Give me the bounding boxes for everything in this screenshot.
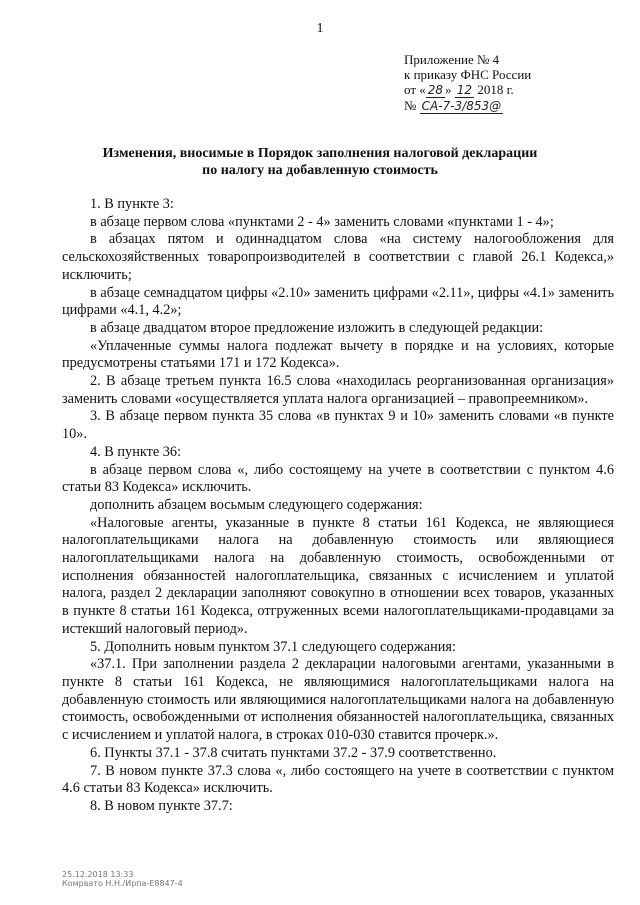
- paragraph: в абзаце двадцатом второе предложение изложить в следующей редакции:: [90, 319, 544, 336]
- date-month: 12: [456, 83, 473, 97]
- footer-timestamp: 25.12.2018 13:33: [62, 870, 134, 879]
- footer-stamp: [62, 870, 183, 888]
- paragraph: 1. В пункте 3:: [90, 196, 174, 212]
- paragraph: 6. Пункты 37.1 - 37.8 считать пунктами 37.2 - 37.9 соответственно.: [90, 744, 497, 761]
- paragraph: 3. В абзаце первом пункта 35 слова «в пунктах 9 и 10» заменить словами «в пункте 10».: [62, 408, 614, 443]
- paragraph: в абзаце семнадцатом цифры «2.10» заменить цифрами «2.11», цифры «4.1» заменить цифрами «4.1, 4.2»;: [62, 284, 614, 319]
- paragraph: «37.1. При заполнении раздела 2 декларации налоговыми агентами, указанными в пункте 8 статьи 161 Кодекса, не являющимися налогоплательщиками налога на добавленную стоимость или являющимися налогоплательщиками налога на добавленную стоимость, освобожденными от исполнения обязанностей налогоплательщика, связанных с исчислением и уплатой налога, в строках 010-030 ставится прочерк.».: [62, 656, 614, 744]
- document-title: [60, 145, 580, 179]
- paragraph: «Уплаченные суммы налога подлежат вычету в порядке и на условиях, которые предусмотрены статьями 171 и 172 Кодекса».: [62, 337, 614, 372]
- paragraph: 7. В новом пункте 37.3 слова «, либо состоящего на учете в соответствии с пунктом 4.6 статьи 83 Кодекса» исключить.: [62, 762, 614, 797]
- appendix-title: Приложение № 4: [404, 52, 500, 67]
- number-prefix: №: [404, 98, 417, 113]
- appendix-number: [404, 98, 531, 114]
- paragraph: дополнить абзацем восьмым следующего содержания:: [90, 496, 423, 513]
- date-prefix: от «: [404, 82, 426, 97]
- date-year: 2018 г.: [477, 82, 514, 97]
- paragraph: 5. Дополнить новым пунктом 37.1 следующего содержания:: [90, 638, 456, 655]
- paragraph: в абзаце первом слова «, либо состоящему на учете в соответствии с пунктом 4.6 статьи 83 Кодекса» исключить.: [62, 461, 614, 496]
- footer-author: Комрвато Н.Н./Ирпа-Е8847-4: [62, 879, 183, 888]
- appendix-date: [404, 82, 531, 98]
- paragraph: 2. В абзаце третьем пункта 16.5 слова «находилась реорганизованная организация» заменить словами «осуществляется уплата налога организацией – правопреемником».: [62, 373, 614, 407]
- paragraph: в абзаце первом слова «пунктами 2 - 4» заменить словами «пунктами 1 - 4»;: [90, 213, 554, 230]
- title-line-1: Изменения, вносимые в Порядок заполнения налоговой декларации: [102, 146, 538, 161]
- date-mid: »: [445, 82, 452, 97]
- order-number: СА-7-3/853@: [421, 99, 502, 113]
- title-line-2: по налогу на добавленную стоимость: [202, 163, 438, 178]
- date-day: 28: [427, 83, 444, 97]
- appendix-block: [404, 52, 531, 114]
- paragraph: в абзацах пятом и одиннадцатом слова «на систему налогообложения для сельскохозяйственных товаропроизводителей в соответствии с главой 26.1 Кодекса,» исключить;: [62, 231, 614, 283]
- document-body: [62, 196, 614, 816]
- paragraph: «Налоговые агенты, указанные в пункте 8 статьи 161 Кодекса, не являющиеся налогоплательщиками налога на добавленную стоимость или являющиеся налогоплательщиками налога на добавленную стоимость, освобожденными от исполнения обязанностей налогоплательщика, связанных с исчислением и уплатой налога, раздел 2 декларации заполняют совокупно в отношении всех товаров, указанных в пункте 8 статьи 161 Кодекса, отгруженных всеми налогоплательщиками-продавцами за истекший налоговый период».: [62, 514, 614, 637]
- page-number: 1: [316, 21, 324, 36]
- paragraph: 8. В новом пункте 37.7:: [90, 797, 233, 814]
- appendix-order-ref: к приказу ФНС России: [404, 67, 532, 82]
- paragraph: 4. В пункте 36:: [90, 443, 182, 460]
